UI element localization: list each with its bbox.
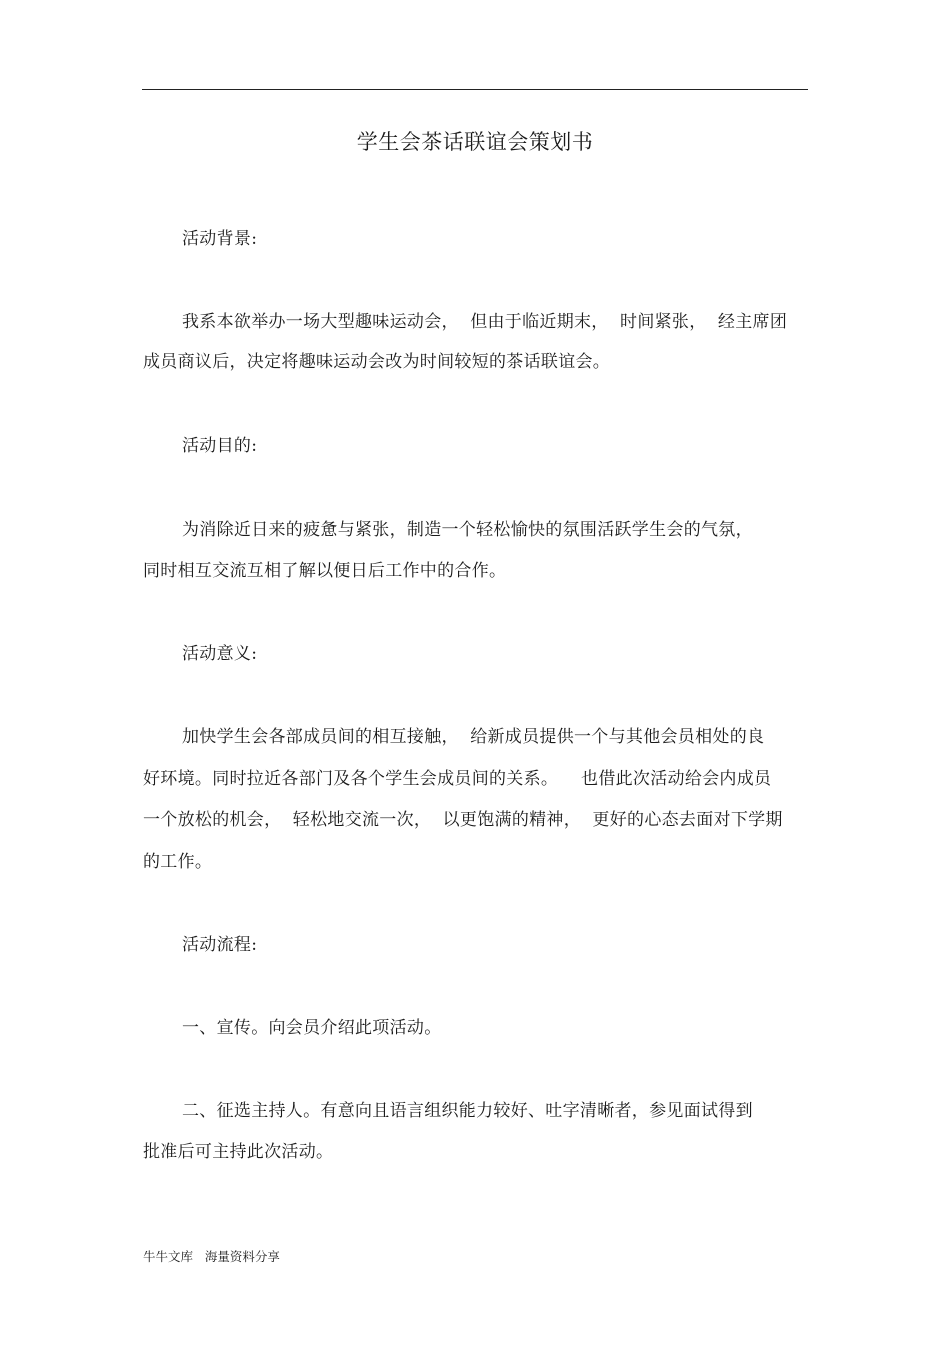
paragraph-line: 为消除近日来的疲惫与紧张，制造一个轻松愉快的氛围活跃学生会的气氛，: [182, 520, 753, 540]
section-heading-background: 活动背景:: [182, 229, 258, 249]
paragraph-line: 加快学生会各部成员间的相互接触， 给新成员提供一个与其他会员相处的良: [182, 727, 765, 747]
process-item-2-continued: 批准后可主持此次活动。: [143, 1142, 334, 1162]
header-rule: [142, 89, 808, 90]
page-footer: 牛牛文库 海量资料分享: [143, 1249, 280, 1264]
section-heading-process: 活动流程:: [182, 935, 258, 955]
paragraph-line: 一个放松的机会， 轻松地交流一次， 以更饱满的精神， 更好的心态去面对下学期: [143, 810, 783, 830]
section-heading-purpose: 活动目的:: [182, 436, 258, 456]
paragraph-line: 好环境。同时拉近各部门及各个学生会成员间的关系。 也借此次活动给会内成员: [143, 769, 772, 789]
process-item-2: 二、征选主持人。有意向且语言组织能力较好、吐字清晰者，参见面试得到: [182, 1101, 753, 1121]
document-title: 学生会茶话联谊会策划书: [356, 130, 594, 154]
paragraph-line: 成员商议后，决定将趣味运动会改为时间较短的茶话联谊会。: [143, 352, 611, 372]
process-item-1: 一、宣传。向会员介绍此项活动。: [182, 1018, 442, 1038]
paragraph-line: 我系本欲举办一场大型趣味运动会， 但由于临近期末， 时间紧张， 经主席团: [182, 312, 788, 332]
section-heading-significance: 活动意义:: [182, 644, 258, 664]
paragraph-line: 同时相互交流互相了解以便日后工作中的合作。: [143, 561, 507, 581]
paragraph-line: 的工作。: [143, 852, 213, 872]
